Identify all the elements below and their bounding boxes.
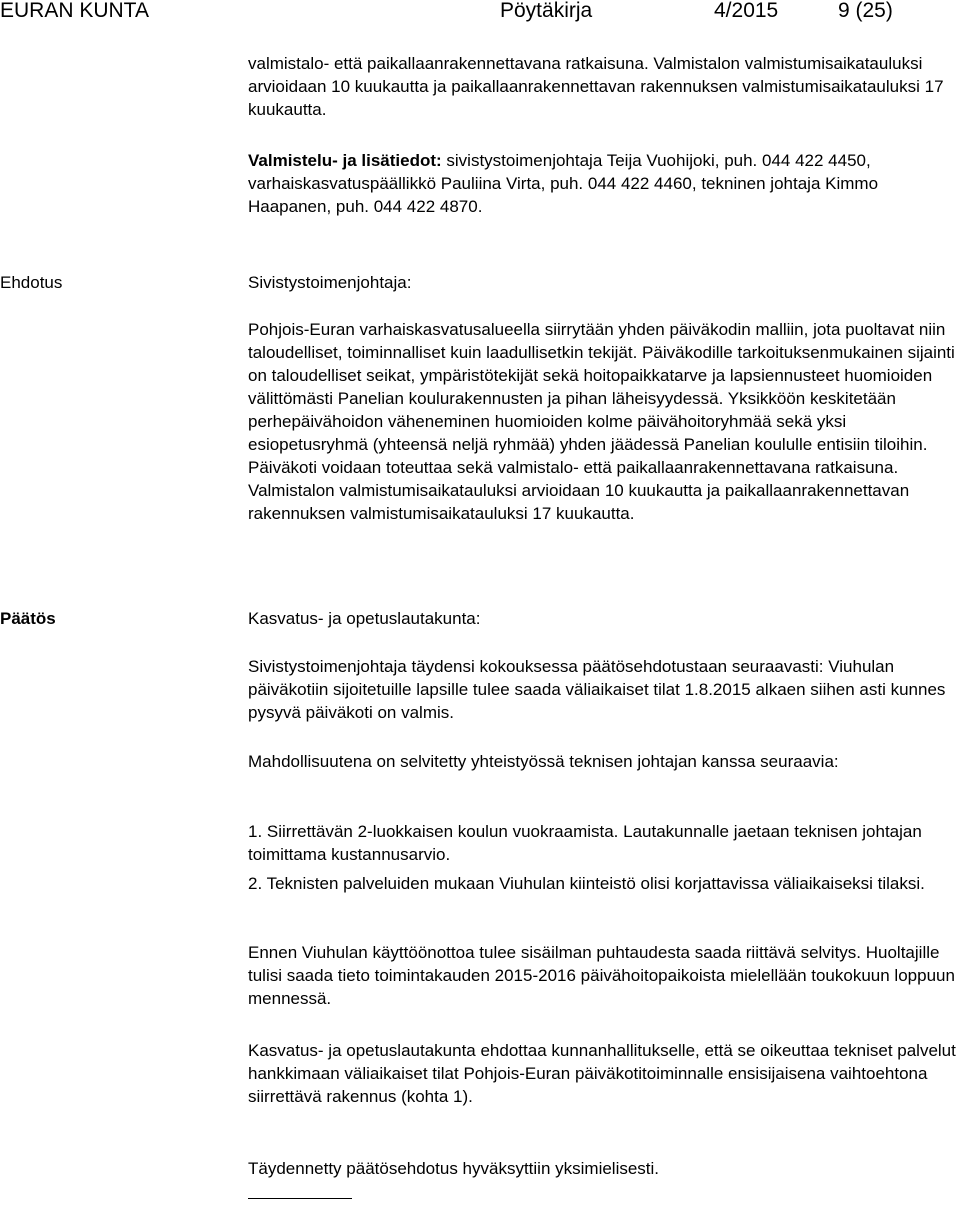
document-type: Pöytäkirja [500,0,593,22]
intro-paragraph: valmistalo- että paikallaanrakennettavana ratkaisuna. Valmistalon valmistumisaikatauluksi arvioidaan 10 kuukautta ja paikallaanrakennettavan rakennuksen valmistumisaikatauluksi 17 kuukautta. [248,54,944,119]
paatos-conclusion: Täydennetty päätösehdotus hyväksyttiin yksimielisesti. [248,1159,660,1178]
paatos-list-item-1: 1. Siirrettävän 2-luokkaisen koulun vuokraamista. Lautakunnalle jaetaan teknisen johtajan toimittama kustannusarvio. [248,822,922,864]
paatos-paragraph-2: Mahdollisuutena on selvitetty yhteistyössä teknisen johtajan kanssa seuraavia: [248,752,839,771]
page-header [0,0,960,26]
ehdotus-paragraph: Pohjois-Euran varhaiskasvatusalueella siirrytään yhden päiväkodin malliin, jota puoltavat niin taloudelliset, toiminnalliset kuin laadullisetkin tekijät. Päiväkodille tarkoituksenmukainen sijainti on taloudelliset seikat, ympäristötekijät sekä hoitopaikkatarve ja lapsiennusteet huomioiden välittömästi Panelian koulurakennusten ja pihan läheisyydessä. Yksikköön keskitetään perhepäivähoidon väheneminen huomioiden kolme päivähoitoryhmää sekä yksi esiopetusryhmä (yhteensä neljä ryhmää) yhden jäädessä Panelian koululle entisiin tiloihin. Päiväkoti voidaan toteuttaa sekä valmistalo- että paikallaanrakennettavana ratkaisuna. Valmistalon valmistumisaikatauluksi arvioidaan 10 kuukautta ja paikallaanrakennettavan rakennuksen valmistumisaikatauluksi 17 kuukautta. [248,320,955,523]
contact-text: sivistystoimenjohtaja Teija Vuohijoki, puh. 044 422 4450, varhaiskasvatuspäällikkö Pauliina Virta, puh. 044 422 4460, tekninen johtaja Kimmo Haapanen, puh. 044 422 4870. [248,151,879,216]
meeting-number: 4/2015 [714,0,779,22]
paatos-body: Kasvatus- ja opetuslautakunta: [248,609,481,628]
paatos-paragraph-3: Ennen Viuhulan käyttöönottoa tulee sisäilman puhtaudesta saada riittävä selvitys. Huoltajille tulisi saada tieto toimintakauden 2015-2016 päivähoitopaikoista mielellään toukokuun loppuun mennessä. [248,943,955,1008]
organization-name: EURAN KUNTA [0,0,149,22]
end-rule [248,1198,352,1199]
contact-paragraph [248,149,960,218]
ehdotus-side-label: Ehdotus [0,273,63,292]
paatos-paragraph-1: Sivistystoimenjohtaja täydensi kokouksessa päätösehdotustaan seuraavasti: Viuhulan päiväkotiin sijoitetuille lapsille tulee saada väliaikaiset tilat 1.8.2015 alkaen siihen asti kunnes pysyvä päiväkoti on valmis. [248,657,946,722]
page-number: 9 (25) [838,0,893,22]
paatos-side-label: Päätös [0,609,56,628]
paatos-list-item-2: 2. Teknisten palveluiden mukaan Viuhulan kiinteistö olisi korjattavissa väliaikaiseksi tilaksi. [248,874,925,893]
paatos-paragraph-4: Kasvatus- ja opetuslautakunta ehdottaa kunnanhallitukselle, että se oikeuttaa tekniset palvelut hankkimaan väliaikaiset tilat Pohjois-Euran päiväkotitoiminnalle ensisijaisena vaihtoehtona siirrettävä rakennus (kohta 1). [248,1041,956,1106]
contact-label: Valmistelu- ja lisätiedot: [248,151,442,170]
ehdotus-presenter: Sivistystoimenjohtaja: [248,273,412,292]
